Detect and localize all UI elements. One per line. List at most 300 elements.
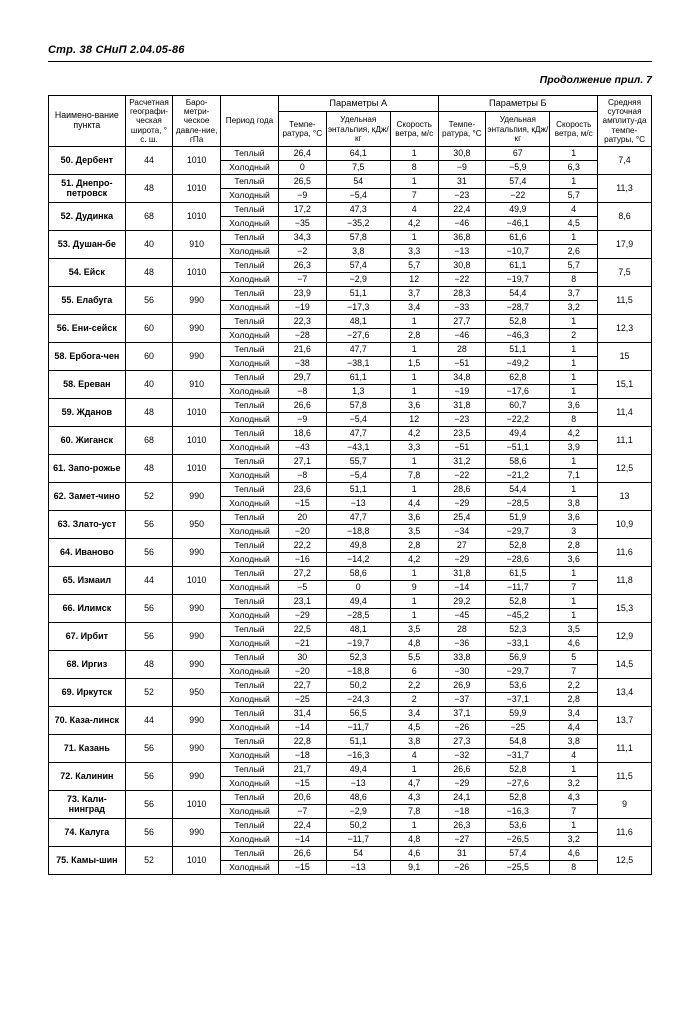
table-row — [49, 510, 652, 524]
cell-temp-a-warm: 23,9 — [278, 286, 326, 300]
cell-enthalpy-a-warm: 47,3 — [326, 202, 390, 216]
cell-wind-a-cold: 7 — [390, 188, 438, 202]
cell-period-cold: Холодный — [220, 748, 278, 762]
cell-barometric-pressure: 910 — [173, 230, 221, 258]
cell-daily-amplitude: 7,4 — [598, 146, 652, 174]
cell-temp-b-warm: 31 — [438, 174, 486, 188]
cell-temp-a-cold: −14 — [278, 720, 326, 734]
table-row — [49, 762, 652, 776]
cell-temp-b-warm: 31,2 — [438, 454, 486, 468]
cell-temp-a-warm: 22,8 — [278, 734, 326, 748]
cell-latitude: 56 — [125, 762, 173, 790]
cell-wind-b-cold: 8 — [550, 412, 598, 426]
cell-temp-a-cold: −18 — [278, 748, 326, 762]
cell-wind-b-warm: 5 — [550, 650, 598, 664]
cell-station-name: 63. Злато-уст — [49, 510, 126, 538]
cell-wind-a-cold: 1 — [390, 384, 438, 398]
cell-temp-a-cold: −7 — [278, 804, 326, 818]
cell-enthalpy-a-warm: 51,1 — [326, 734, 390, 748]
cell-temp-a-warm: 27,1 — [278, 454, 326, 468]
cell-enthalpy-b-warm: 52,8 — [486, 538, 550, 552]
cell-wind-a-warm: 1 — [390, 566, 438, 580]
table-row — [49, 342, 652, 356]
cell-wind-a-warm: 1 — [390, 818, 438, 832]
cell-wind-a-cold: 7,8 — [390, 804, 438, 818]
cell-wind-b-warm: 3,8 — [550, 734, 598, 748]
cell-temp-a-warm: 23,6 — [278, 482, 326, 496]
cell-period-cold: Холодный — [220, 468, 278, 482]
cell-enthalpy-b-cold: −22 — [486, 188, 550, 202]
cell-daily-amplitude: 11,5 — [598, 762, 652, 790]
cell-temp-a-warm: 21,7 — [278, 762, 326, 776]
cell-period-cold: Холодный — [220, 692, 278, 706]
cell-barometric-pressure: 1010 — [173, 790, 221, 818]
cell-wind-b-warm: 1 — [550, 230, 598, 244]
table-row — [49, 258, 652, 272]
cell-station-name: 68. Иргиз — [49, 650, 126, 678]
cell-daily-amplitude: 8,6 — [598, 202, 652, 230]
table-row — [49, 286, 652, 300]
cell-enthalpy-b-cold: −17,6 — [486, 384, 550, 398]
cell-temp-b-cold: −45 — [438, 608, 486, 622]
cell-temp-a-warm: 31,4 — [278, 706, 326, 720]
cell-enthalpy-b-cold: −51,1 — [486, 440, 550, 454]
table-row — [49, 230, 652, 244]
cell-temp-a-cold: −2 — [278, 244, 326, 258]
cell-barometric-pressure: 990 — [173, 650, 221, 678]
cell-temp-b-cold: −37 — [438, 692, 486, 706]
cell-wind-b-warm: 1 — [550, 594, 598, 608]
cell-enthalpy-a-cold: −27,6 — [326, 328, 390, 342]
cell-daily-amplitude: 11,8 — [598, 566, 652, 594]
cell-temp-a-cold: −35 — [278, 216, 326, 230]
cell-period-cold: Холодный — [220, 356, 278, 370]
cell-enthalpy-a-cold: −17,3 — [326, 300, 390, 314]
cell-enthalpy-a-cold: −24,3 — [326, 692, 390, 706]
cell-latitude: 52 — [125, 678, 173, 706]
cell-station-name: 59. Жданов — [49, 398, 126, 426]
cell-daily-amplitude: 12,9 — [598, 622, 652, 650]
table-row — [49, 174, 652, 188]
cell-enthalpy-a-cold: −18,8 — [326, 664, 390, 678]
cell-wind-a-warm: 3,5 — [390, 622, 438, 636]
cell-temp-a-cold: −16 — [278, 552, 326, 566]
cell-enthalpy-a-cold: −43,1 — [326, 440, 390, 454]
cell-wind-a-warm: 4,6 — [390, 846, 438, 860]
cell-temp-b-cold: −14 — [438, 580, 486, 594]
cell-station-name: 55. Елабуга — [49, 286, 126, 314]
cell-daily-amplitude: 11,4 — [598, 398, 652, 426]
header-enthalpy-b: Удельная энтальпия, кДж/кг — [486, 112, 550, 147]
cell-temp-b-warm: 26,6 — [438, 762, 486, 776]
cell-enthalpy-b-warm: 58,6 — [486, 454, 550, 468]
cell-daily-amplitude: 11,6 — [598, 538, 652, 566]
cell-wind-b-warm: 4,3 — [550, 790, 598, 804]
cell-enthalpy-b-warm: 51,1 — [486, 342, 550, 356]
cell-temp-a-cold: −7 — [278, 272, 326, 286]
cell-daily-amplitude: 15,3 — [598, 594, 652, 622]
cell-barometric-pressure: 990 — [173, 706, 221, 734]
cell-period-warm: Теплый — [220, 538, 278, 552]
cell-wind-a-cold: 3,3 — [390, 244, 438, 258]
cell-temp-b-cold: −9 — [438, 160, 486, 174]
cell-temp-b-cold: −19 — [438, 384, 486, 398]
cell-enthalpy-a-warm: 58,6 — [326, 566, 390, 580]
cell-enthalpy-a-warm: 48,6 — [326, 790, 390, 804]
cell-temp-a-cold: 0 — [278, 160, 326, 174]
cell-enthalpy-b-warm: 61,1 — [486, 258, 550, 272]
cell-temp-b-warm: 28,6 — [438, 482, 486, 496]
cell-enthalpy-a-cold: −2,9 — [326, 804, 390, 818]
cell-temp-b-cold: −46 — [438, 328, 486, 342]
cell-enthalpy-a-cold: −11,7 — [326, 720, 390, 734]
cell-station-name: 58. Ереван — [49, 370, 126, 398]
cell-period-cold: Холодный — [220, 384, 278, 398]
header-wind-a: Скорость ветра, м/с — [390, 112, 438, 147]
cell-enthalpy-b-cold: −29,7 — [486, 524, 550, 538]
table-row — [49, 594, 652, 608]
header-divider — [48, 61, 652, 62]
cell-enthalpy-b-cold: −46,3 — [486, 328, 550, 342]
cell-enthalpy-b-warm: 51,9 — [486, 510, 550, 524]
cell-enthalpy-a-cold: 3,8 — [326, 244, 390, 258]
cell-period-warm: Теплый — [220, 510, 278, 524]
cell-enthalpy-b-warm: 53,6 — [486, 678, 550, 692]
cell-wind-b-cold: 7 — [550, 580, 598, 594]
cell-period-warm: Теплый — [220, 370, 278, 384]
cell-wind-a-cold: 4,7 — [390, 776, 438, 790]
cell-daily-amplitude: 14,5 — [598, 650, 652, 678]
cell-wind-b-cold: 4 — [550, 748, 598, 762]
cell-wind-b-cold: 2 — [550, 328, 598, 342]
cell-temp-b-cold: −13 — [438, 244, 486, 258]
cell-daily-amplitude: 17,9 — [598, 230, 652, 258]
cell-period-warm: Теплый — [220, 454, 278, 468]
header-row-groups — [49, 96, 652, 112]
cell-wind-b-warm: 2,8 — [550, 538, 598, 552]
cell-station-name: 51. Днепро-петровск — [49, 174, 126, 202]
cell-wind-b-cold: 1 — [550, 356, 598, 370]
cell-wind-b-cold: 4,5 — [550, 216, 598, 230]
cell-period-cold: Холодный — [220, 580, 278, 594]
cell-wind-b-cold: 3,9 — [550, 440, 598, 454]
cell-barometric-pressure: 1010 — [173, 174, 221, 202]
table-head — [49, 96, 652, 147]
cell-temp-b-cold: −29 — [438, 552, 486, 566]
cell-enthalpy-b-warm: 60,7 — [486, 398, 550, 412]
cell-enthalpy-a-warm: 50,2 — [326, 678, 390, 692]
cell-barometric-pressure: 950 — [173, 510, 221, 538]
cell-temp-b-cold: −51 — [438, 440, 486, 454]
cell-period-cold: Холодный — [220, 804, 278, 818]
cell-wind-a-cold: 4,2 — [390, 552, 438, 566]
cell-wind-b-warm: 4,2 — [550, 426, 598, 440]
cell-temp-b-warm: 34,8 — [438, 370, 486, 384]
cell-enthalpy-a-cold: −11,7 — [326, 832, 390, 846]
cell-temp-a-warm: 20,6 — [278, 790, 326, 804]
cell-enthalpy-b-cold: −49,2 — [486, 356, 550, 370]
cell-temp-a-cold: −29 — [278, 608, 326, 622]
cell-temp-b-cold: −30 — [438, 664, 486, 678]
cell-daily-amplitude: 13,7 — [598, 706, 652, 734]
cell-period-warm: Теплый — [220, 566, 278, 580]
cell-enthalpy-b-cold: −45,2 — [486, 608, 550, 622]
cell-enthalpy-a-warm: 56,5 — [326, 706, 390, 720]
cell-temp-b-cold: −29 — [438, 496, 486, 510]
cell-wind-a-warm: 4,2 — [390, 426, 438, 440]
cell-enthalpy-a-cold: 0 — [326, 580, 390, 594]
cell-enthalpy-a-warm: 49,8 — [326, 538, 390, 552]
header-barometric-pressure: Баро-метри-ческое давле-ние, гПа — [173, 96, 221, 147]
header-daily-amplitude: Средняя суточная амплиту-да темпе-ратуры, °С — [598, 96, 652, 147]
cell-wind-a-warm: 1 — [390, 454, 438, 468]
cell-period-warm: Теплый — [220, 678, 278, 692]
cell-wind-b-cold: 1 — [550, 608, 598, 622]
cell-wind-b-cold: 5,7 — [550, 188, 598, 202]
cell-station-name: 53. Душан-бе — [49, 230, 126, 258]
cell-enthalpy-a-warm: 57,8 — [326, 398, 390, 412]
cell-temp-a-warm: 26,3 — [278, 258, 326, 272]
page-header-label: Стр. 38 СНиП 2.04.05-86 — [48, 44, 185, 56]
cell-wind-a-warm: 1 — [390, 146, 438, 160]
cell-wind-b-warm: 1 — [550, 454, 598, 468]
cell-enthalpy-a-cold: −14,2 — [326, 552, 390, 566]
cell-period-cold: Холодный — [220, 860, 278, 874]
climate-parameters-table — [48, 95, 652, 875]
cell-enthalpy-a-warm: 50,2 — [326, 818, 390, 832]
cell-temp-a-warm: 30 — [278, 650, 326, 664]
cell-temp-a-warm: 18,6 — [278, 426, 326, 440]
cell-period-cold: Холодный — [220, 776, 278, 790]
cell-enthalpy-a-warm: 61,1 — [326, 370, 390, 384]
cell-temp-a-warm: 27,2 — [278, 566, 326, 580]
cell-latitude: 48 — [125, 454, 173, 482]
cell-latitude: 48 — [125, 650, 173, 678]
cell-wind-a-cold: 1,5 — [390, 356, 438, 370]
cell-enthalpy-b-cold: −46,1 — [486, 216, 550, 230]
cell-wind-a-cold: 9 — [390, 580, 438, 594]
cell-latitude: 48 — [125, 398, 173, 426]
cell-daily-amplitude: 15 — [598, 342, 652, 370]
cell-enthalpy-a-warm: 49,4 — [326, 594, 390, 608]
cell-enthalpy-b-warm: 52,8 — [486, 314, 550, 328]
cell-daily-amplitude: 13 — [598, 482, 652, 510]
cell-wind-a-warm: 5,5 — [390, 650, 438, 664]
cell-barometric-pressure: 990 — [173, 314, 221, 342]
cell-wind-b-cold: 4,6 — [550, 636, 598, 650]
cell-wind-a-cold: 4 — [390, 748, 438, 762]
cell-temp-b-cold: −51 — [438, 356, 486, 370]
cell-temp-a-warm: 26,5 — [278, 174, 326, 188]
cell-enthalpy-a-cold: −28,5 — [326, 608, 390, 622]
cell-enthalpy-a-cold: −16,3 — [326, 748, 390, 762]
cell-period-warm: Теплый — [220, 650, 278, 664]
cell-wind-a-warm: 5,7 — [390, 258, 438, 272]
cell-temp-b-cold: −26 — [438, 860, 486, 874]
cell-wind-b-cold: 1 — [550, 384, 598, 398]
cell-temp-a-warm: 22,7 — [278, 678, 326, 692]
cell-enthalpy-b-warm: 54,4 — [486, 482, 550, 496]
cell-wind-a-warm: 3,8 — [390, 734, 438, 748]
cell-temp-a-warm: 22,2 — [278, 538, 326, 552]
cell-enthalpy-b-warm: 57,4 — [486, 846, 550, 860]
cell-period-warm: Теплый — [220, 146, 278, 160]
cell-enthalpy-a-warm: 51,1 — [326, 286, 390, 300]
cell-wind-a-warm: 3,6 — [390, 398, 438, 412]
cell-wind-b-cold: 2,8 — [550, 692, 598, 706]
cell-enthalpy-b-warm: 56,9 — [486, 650, 550, 664]
cell-period-cold: Холодный — [220, 720, 278, 734]
cell-wind-a-cold: 4,4 — [390, 496, 438, 510]
cell-period-cold: Холодный — [220, 272, 278, 286]
cell-enthalpy-b-cold: −33,1 — [486, 636, 550, 650]
cell-period-warm: Теплый — [220, 286, 278, 300]
cell-temp-b-warm: 27,7 — [438, 314, 486, 328]
cell-barometric-pressure: 990 — [173, 482, 221, 510]
cell-temp-a-cold: −28 — [278, 328, 326, 342]
table-row — [49, 846, 652, 860]
cell-period-warm: Теплый — [220, 790, 278, 804]
cell-station-name: 67. Ирбит — [49, 622, 126, 650]
cell-latitude: 40 — [125, 230, 173, 258]
cell-period-cold: Холодный — [220, 552, 278, 566]
cell-enthalpy-a-warm: 57,4 — [326, 258, 390, 272]
cell-temp-b-warm: 28 — [438, 342, 486, 356]
cell-barometric-pressure: 990 — [173, 538, 221, 566]
cell-period-cold: Холодный — [220, 440, 278, 454]
cell-daily-amplitude: 12,5 — [598, 846, 652, 874]
cell-daily-amplitude: 11,1 — [598, 734, 652, 762]
cell-enthalpy-a-warm: 64,1 — [326, 146, 390, 160]
table-row — [49, 566, 652, 580]
cell-daily-amplitude: 13,4 — [598, 678, 652, 706]
cell-wind-b-warm: 1 — [550, 818, 598, 832]
cell-station-name: 60. Жиганск — [49, 426, 126, 454]
cell-period-warm: Теплый — [220, 426, 278, 440]
cell-period-cold: Холодный — [220, 412, 278, 426]
cell-wind-a-cold: 3,4 — [390, 300, 438, 314]
cell-wind-a-cold: 1 — [390, 608, 438, 622]
cell-latitude: 68 — [125, 426, 173, 454]
cell-station-name: 62. Замет-чино — [49, 482, 126, 510]
cell-wind-a-warm: 1 — [390, 230, 438, 244]
cell-enthalpy-b-cold: −37,1 — [486, 692, 550, 706]
cell-wind-a-cold: 4,2 — [390, 216, 438, 230]
cell-enthalpy-b-cold: −11,7 — [486, 580, 550, 594]
cell-wind-a-warm: 1 — [390, 482, 438, 496]
cell-temp-a-warm: 22,4 — [278, 818, 326, 832]
cell-temp-a-cold: −19 — [278, 300, 326, 314]
cell-temp-a-cold: −8 — [278, 468, 326, 482]
cell-latitude: 44 — [125, 146, 173, 174]
cell-temp-b-cold: −26 — [438, 720, 486, 734]
cell-wind-a-cold: 8 — [390, 160, 438, 174]
cell-period-warm: Теплый — [220, 314, 278, 328]
cell-wind-b-warm: 3,6 — [550, 510, 598, 524]
cell-enthalpy-b-cold: −28,5 — [486, 496, 550, 510]
cell-wind-b-warm: 1 — [550, 342, 598, 356]
cell-temp-b-warm: 24,1 — [438, 790, 486, 804]
cell-wind-b-cold: 3,8 — [550, 496, 598, 510]
cell-wind-b-cold: 3 — [550, 524, 598, 538]
cell-temp-b-warm: 26,9 — [438, 678, 486, 692]
cell-wind-a-cold: 4,5 — [390, 720, 438, 734]
cell-daily-amplitude: 11,6 — [598, 818, 652, 846]
cell-enthalpy-b-warm: 54,4 — [486, 286, 550, 300]
cell-period-warm: Теплый — [220, 762, 278, 776]
table-row — [49, 202, 652, 216]
cell-station-name: 65. Измаил — [49, 566, 126, 594]
cell-enthalpy-a-cold: −13 — [326, 776, 390, 790]
cell-temp-a-warm: 34,3 — [278, 230, 326, 244]
cell-enthalpy-b-cold: −25 — [486, 720, 550, 734]
cell-barometric-pressure: 1010 — [173, 846, 221, 874]
cell-latitude: 52 — [125, 482, 173, 510]
cell-latitude: 56 — [125, 622, 173, 650]
cell-wind-a-cold: 2,8 — [390, 328, 438, 342]
cell-enthalpy-a-cold: −5,4 — [326, 468, 390, 482]
cell-temp-a-cold: −8 — [278, 384, 326, 398]
cell-barometric-pressure: 990 — [173, 342, 221, 370]
cell-wind-b-cold: 6,3 — [550, 160, 598, 174]
cell-wind-b-warm: 4,6 — [550, 846, 598, 860]
cell-latitude: 44 — [125, 706, 173, 734]
cell-enthalpy-a-cold: −35,2 — [326, 216, 390, 230]
table-row — [49, 398, 652, 412]
header-group-parameters-b: Параметры Б — [438, 96, 598, 112]
cell-temp-b-cold: −23 — [438, 188, 486, 202]
cell-station-name: 64. Иваново — [49, 538, 126, 566]
cell-period-cold: Холодный — [220, 524, 278, 538]
cell-daily-amplitude: 15,1 — [598, 370, 652, 398]
header-latitude: Расчетная географи-ческая широта, ° с. ш. — [125, 96, 173, 147]
cell-enthalpy-b-warm: 52,3 — [486, 622, 550, 636]
header-wind-b: Скорость ветра, м/с — [550, 112, 598, 147]
cell-wind-a-warm: 1 — [390, 762, 438, 776]
cell-enthalpy-b-warm: 49,9 — [486, 202, 550, 216]
cell-station-name: 69. Иркутск — [49, 678, 126, 706]
cell-temp-a-warm: 29,7 — [278, 370, 326, 384]
cell-temp-b-warm: 22,4 — [438, 202, 486, 216]
cell-enthalpy-a-cold: −5,4 — [326, 188, 390, 202]
cell-period-warm: Теплый — [220, 706, 278, 720]
cell-temp-b-warm: 36,8 — [438, 230, 486, 244]
cell-wind-b-cold: 2,6 — [550, 244, 598, 258]
cell-temp-b-warm: 30,8 — [438, 258, 486, 272]
cell-temp-a-warm: 22,3 — [278, 314, 326, 328]
cell-period-cold: Холодный — [220, 832, 278, 846]
table-row — [49, 314, 652, 328]
cell-wind-a-warm: 4,3 — [390, 790, 438, 804]
cell-barometric-pressure: 1010 — [173, 426, 221, 454]
cell-period-warm: Теплый — [220, 482, 278, 496]
cell-latitude: 56 — [125, 734, 173, 762]
cell-latitude: 68 — [125, 202, 173, 230]
cell-temp-b-warm: 28 — [438, 622, 486, 636]
cell-temp-b-warm: 31 — [438, 846, 486, 860]
cell-station-name: 56. Ени-сейск — [49, 314, 126, 342]
cell-wind-a-warm: 4 — [390, 202, 438, 216]
cell-enthalpy-b-cold: −29,7 — [486, 664, 550, 678]
cell-enthalpy-a-cold: −18,8 — [326, 524, 390, 538]
cell-temp-a-cold: −14 — [278, 832, 326, 846]
cell-enthalpy-b-cold: −31,7 — [486, 748, 550, 762]
cell-temp-b-warm: 28,3 — [438, 286, 486, 300]
cell-enthalpy-b-warm: 54,8 — [486, 734, 550, 748]
cell-enthalpy-b-cold: −22,2 — [486, 412, 550, 426]
cell-wind-a-cold: 2 — [390, 692, 438, 706]
cell-latitude: 44 — [125, 566, 173, 594]
